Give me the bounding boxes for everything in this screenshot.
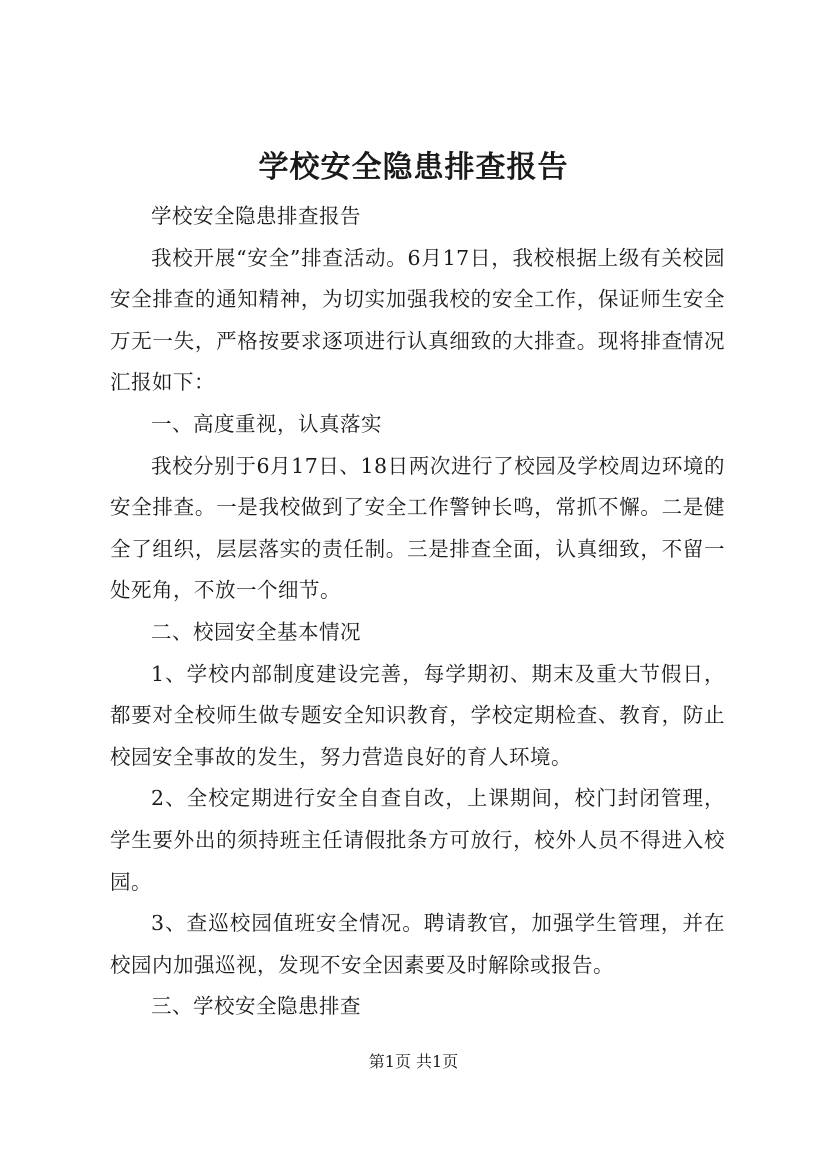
section-heading-3: 三、学校安全隐患排查 xyxy=(151,994,361,1019)
paragraph-item-2: 2、全校定期进行安全自查自改，上课期间，校门封闭管理，学生要外出的须持班主任请假批条方可放行，校外人员不得进入校园。 xyxy=(110,786,725,894)
paragraph-section-1: 我校分别于6月17日、18日两次进行了校园及学校周边环境的安全排查。一是我校做到了安全工作警钟长鸣，常抓不懈。二是健全了组织，层层落实的责任制。三是排查全面，认真细致，不留一处死角，不放一个细节。 xyxy=(110,453,725,603)
page-number-footer: 第1页 共1页 xyxy=(368,1052,459,1071)
paragraph-intro: 我校开展“安全”排查活动。6月17日，我校根据上级有关校园安全排查的通知精神，为切实加强我校的安全工作，保证师生安全万无一失，严格按要求逐项进行认真细致的大排查。现将排查情况汇报如下： xyxy=(110,245,725,395)
paragraph-item-1: 1、学校内部制度建设完善，每学期初、期末及重大节假日，都要对全校师生做专题安全知识教育，学校定期检查、教育，防止校园安全事故的发生，努力营造良好的育人环境。 xyxy=(110,661,725,769)
document-title: 学校安全隐患排查报告 xyxy=(258,150,569,185)
section-heading-1: 一、高度重视，认真落实 xyxy=(151,411,382,436)
document-body xyxy=(110,196,725,1028)
paragraph-item-3: 3、查巡校园值班安全情况。聘请教官，加强学生管理，并在校园内加强巡视，发现不安全因素要及时解除或报告。 xyxy=(110,911,725,977)
paragraph-subtitle: 学校安全隐患排查报告 xyxy=(151,204,361,228)
section-heading-2: 二、校园安全基本情况 xyxy=(151,619,361,644)
